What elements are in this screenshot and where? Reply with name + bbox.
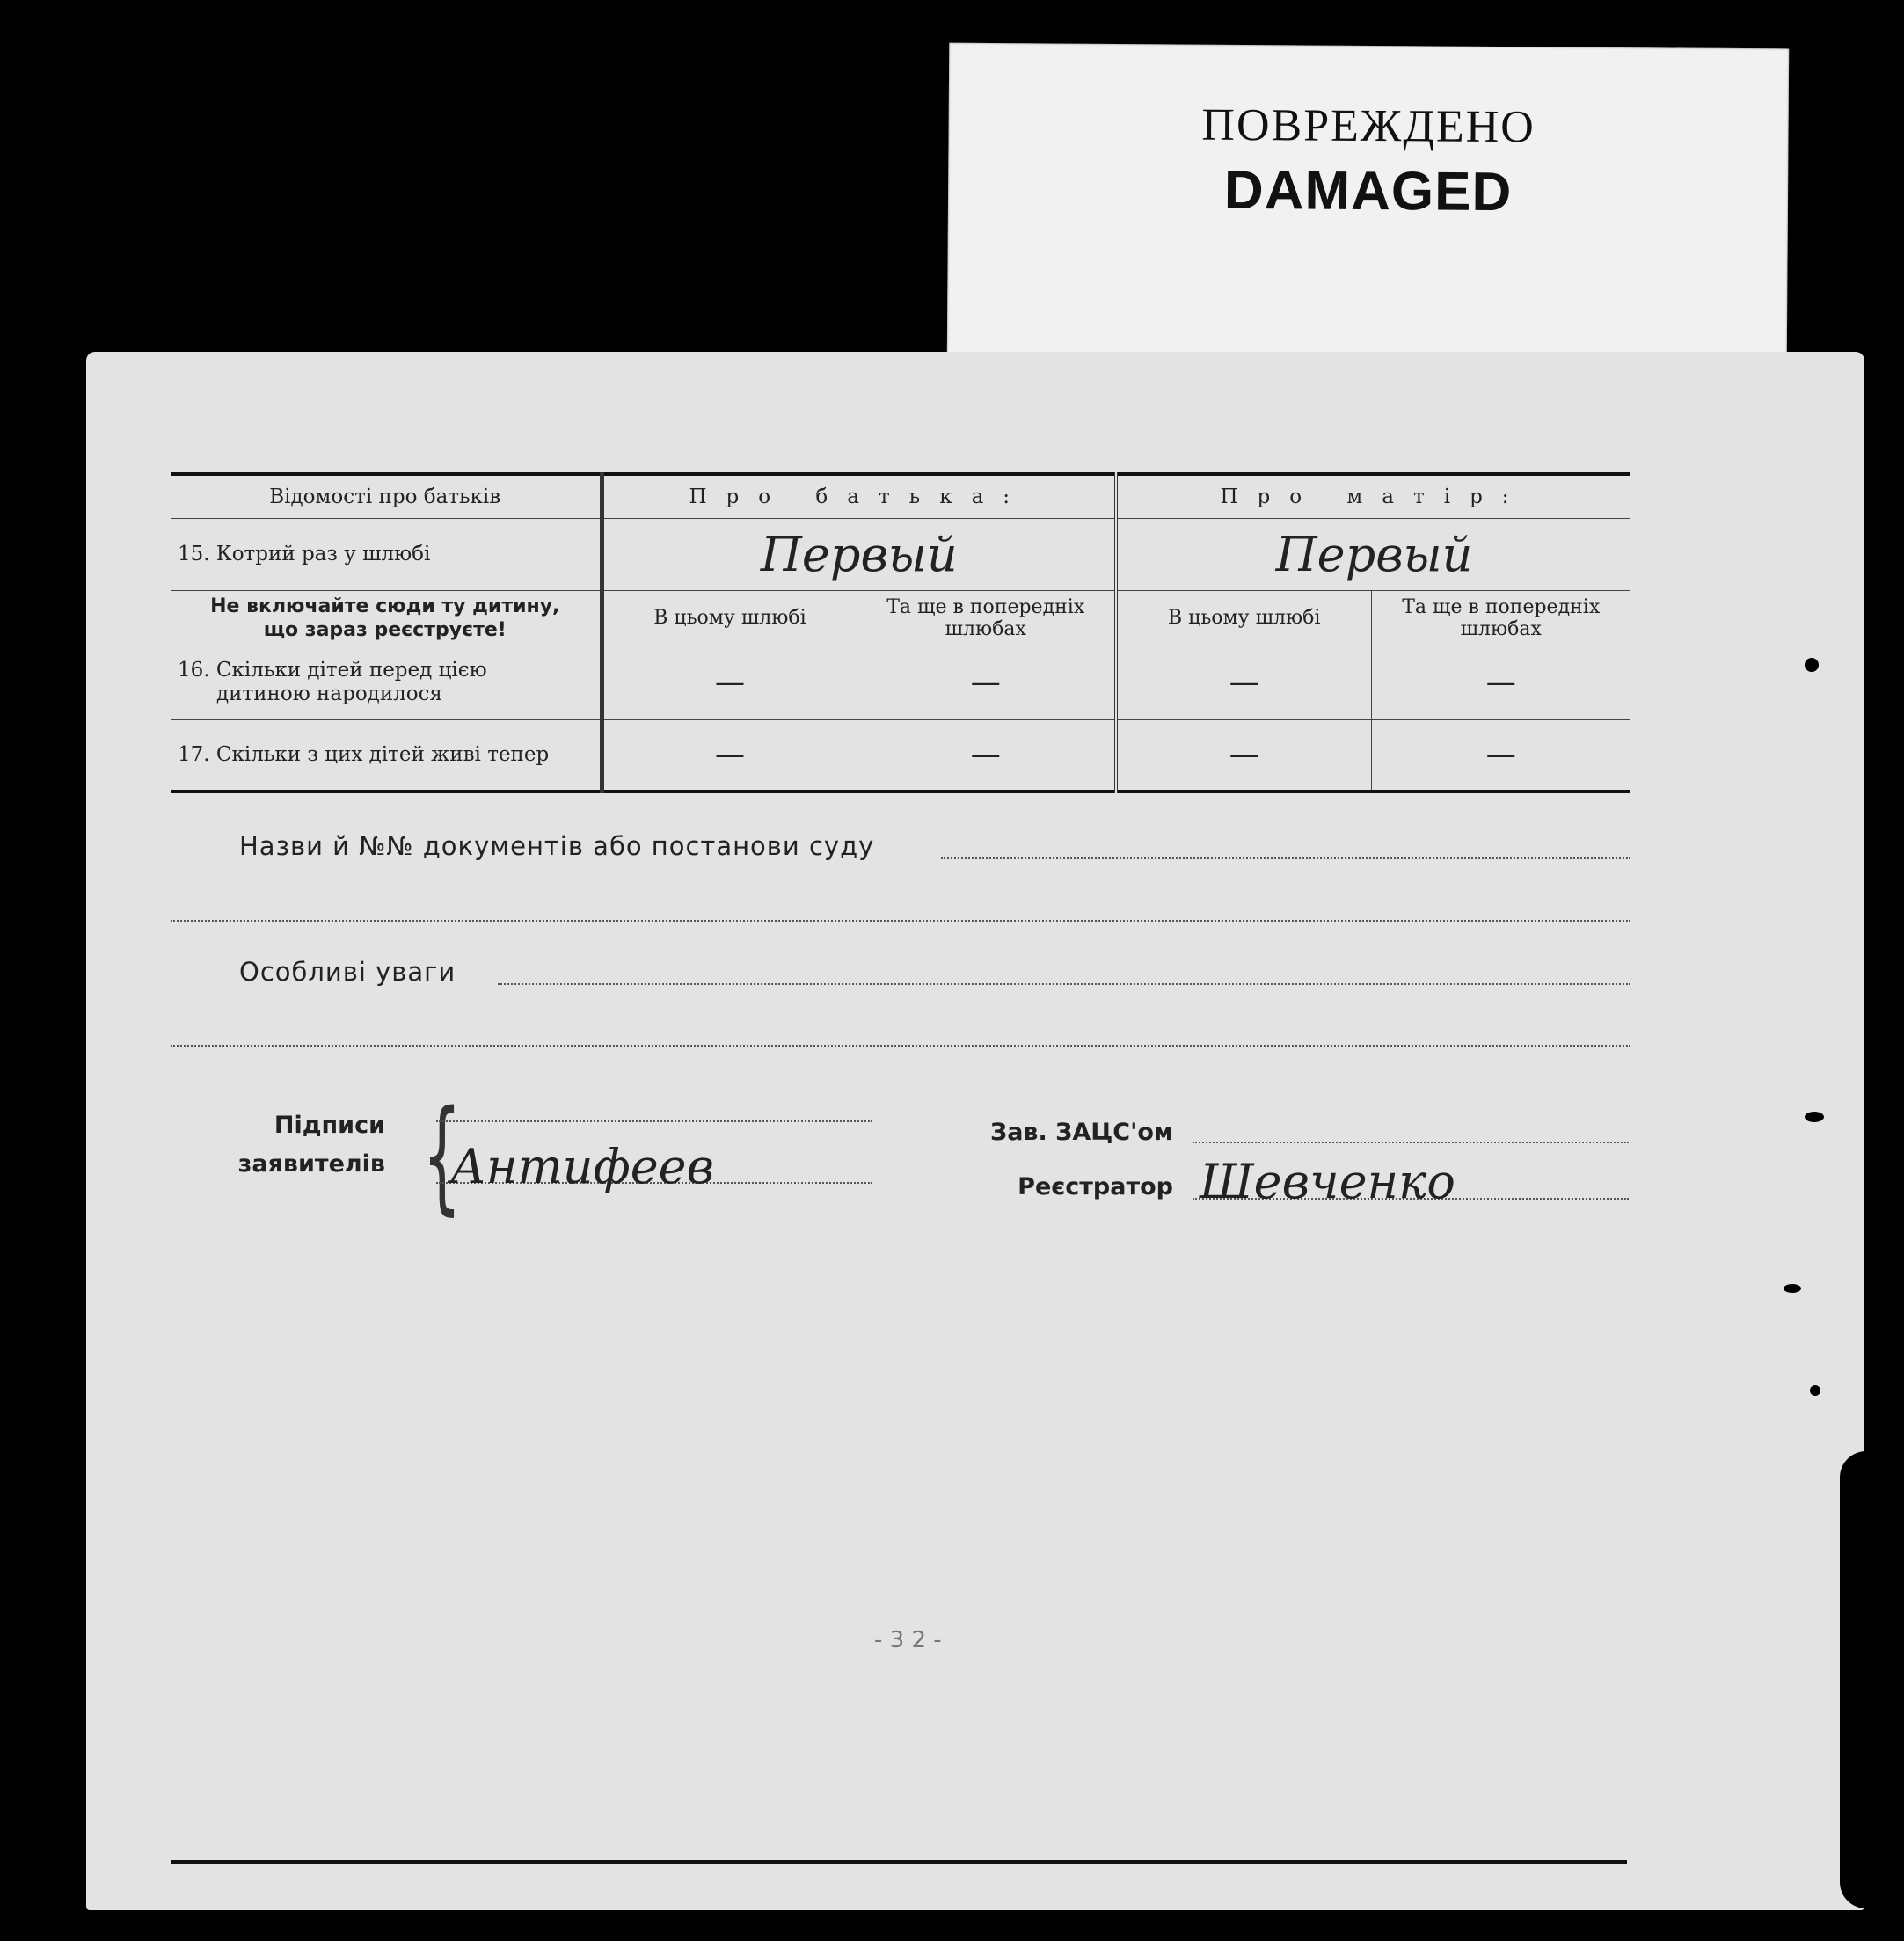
row15-mother-handwritten: Первый: [1116, 518, 1630, 590]
row17-mother-this: —: [1116, 719, 1371, 792]
pencil-page-number: - 3 2 -: [874, 1627, 942, 1653]
damaged-label-card: [947, 43, 1789, 366]
applicants-label-line1: Підписи: [274, 1112, 385, 1139]
table-header-row: [171, 474, 1630, 518]
registration-form-sheet: [86, 352, 1864, 1910]
bottom-rule: [171, 1860, 1627, 1864]
special-notes-line-2: [171, 1045, 1630, 1047]
col-father-this-marriage: В цьому шлюбі: [602, 590, 857, 646]
col-father-previous-line1: Та ще в попередніх: [886, 595, 1085, 618]
applicants-label-line2: заявителів: [237, 1150, 385, 1178]
row17-mother-previous: —: [1371, 719, 1630, 792]
row16-label: [171, 646, 602, 719]
brace-symbol: {: [422, 1084, 462, 1228]
head-signature-line: [1193, 1142, 1629, 1143]
row16-mother-previous: —: [1371, 646, 1630, 719]
head-of-registry-label: Зав. ЗАЦС'ом: [990, 1119, 1173, 1146]
row-16-children-born: [171, 646, 1630, 719]
applicant-signature: Антифеев: [450, 1139, 715, 1194]
header-about-father: Про батька:: [602, 474, 1116, 518]
subheader-row: [171, 590, 1630, 646]
row16-father-this: —: [602, 646, 857, 719]
header-parents-info: Відомості про батьків: [171, 474, 602, 518]
row15-father-handwritten: Первый: [602, 518, 1116, 590]
registrar-label: Реєстратор: [1018, 1173, 1173, 1200]
row17-father-previous: —: [857, 719, 1116, 792]
special-notes-line: [498, 983, 1630, 985]
documents-field-label: Назви й №№ документів або постанови суду: [239, 831, 875, 861]
binding-hole: [1784, 1284, 1801, 1293]
parents-info-table: [171, 472, 1630, 793]
documents-field-line: [941, 857, 1630, 859]
documents-field-line-2: [171, 920, 1630, 922]
binding-hole: [1805, 1112, 1824, 1122]
row-17-children-alive: [171, 719, 1630, 792]
col-mother-previous-line2: шлюбах: [1460, 617, 1542, 640]
exclude-child-note-line1: Не включайте сюди ту дитину,: [210, 595, 560, 617]
row16-father-previous: —: [857, 646, 1116, 719]
row16-label-line2: дитиною народилося: [216, 682, 443, 705]
exclude-child-note: [171, 590, 602, 646]
row16-label-line1: 16. Скільки дітей перед цією: [178, 659, 487, 682]
row16-mother-this: —: [1116, 646, 1371, 719]
col-father-previous-marriages: [857, 590, 1116, 646]
col-mother-previous-marriages: [1371, 590, 1630, 646]
binding-hole: [1805, 658, 1819, 672]
damaged-label-russian: ПОВРЕЖДЕНО: [1201, 99, 1536, 153]
registrar-signature: Шевченко: [1200, 1154, 1455, 1209]
col-mother-this-marriage: В цьому шлюбі: [1116, 590, 1371, 646]
header-about-mother: Про матір:: [1116, 474, 1630, 518]
applicant-signature-line-1: [436, 1120, 872, 1122]
row17-label: 17. Скільки з цих дітей живі тепер: [171, 719, 602, 792]
special-notes-label: Особливі уваги: [239, 957, 456, 987]
binding-hole: [1810, 1385, 1820, 1396]
row-15-marriage-count: [171, 518, 1630, 590]
row17-father-this: —: [602, 719, 857, 792]
col-mother-previous-line1: Та ще в попередніх: [1402, 595, 1601, 618]
applicants-signatures-label: [218, 1106, 385, 1184]
row15-label: 15. Котрий раз у шлюбі: [171, 518, 602, 590]
exclude-child-note-line2: що зараз реєструєте!: [263, 618, 507, 641]
col-father-previous-line2: шлюбах: [945, 617, 1026, 640]
damaged-label-english: DAMAGED: [1223, 159, 1513, 223]
